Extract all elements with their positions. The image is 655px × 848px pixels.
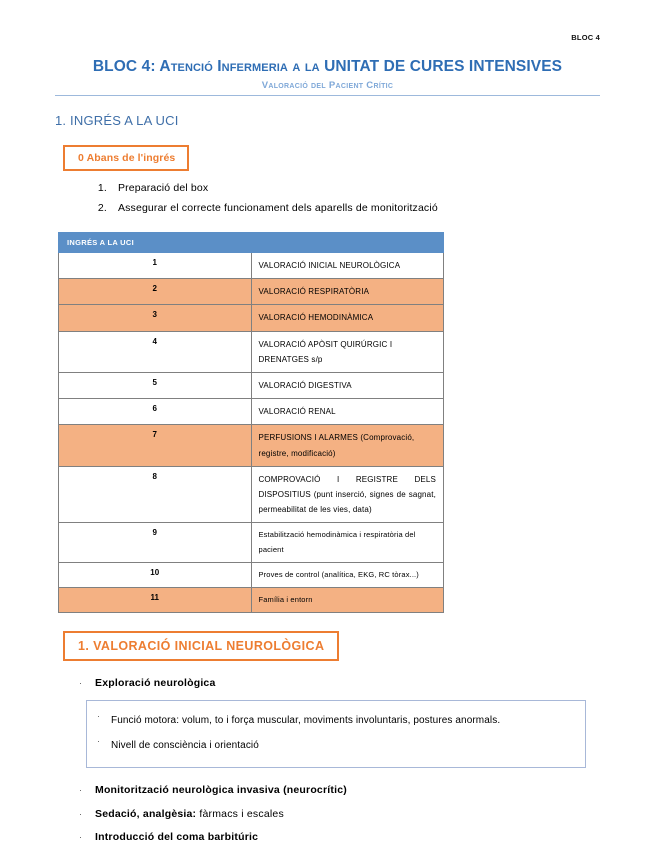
steps-list <box>55 183 600 214</box>
inner-detail-box <box>86 700 586 768</box>
running-head: BLOC 4 <box>571 33 600 42</box>
row-number: 9 <box>59 523 252 563</box>
bullet-monitoritzacio <box>55 784 600 796</box>
table-row <box>59 523 444 563</box>
row-text: VALORACIÓ RESPIRATÒRIA <box>251 279 444 305</box>
row-text: PERFUSIONS I ALARMES (Comprovació, registre, modificació) <box>251 425 444 466</box>
row-number: 5 <box>59 373 252 399</box>
row-text: VALORACIÓ HEMODINÀMICA <box>251 305 444 331</box>
table-row <box>59 425 444 466</box>
row-number: 11 <box>59 588 252 613</box>
bullet-dash-icon: · <box>79 808 82 819</box>
row-number: 3 <box>59 305 252 331</box>
list-item: 2. Assegurar el correcte funcionament dels aparells de monitorització <box>110 203 600 214</box>
table-row <box>59 562 444 587</box>
row-text: Estabilització hemodinàmica i respiratòria del pacient <box>251 523 444 563</box>
row-text: Família i entorn <box>251 588 444 613</box>
bullet-dash-icon: · <box>97 711 100 722</box>
row-number: 1 <box>59 253 252 279</box>
tail-bullet-list <box>55 784 600 842</box>
bullet-dash-icon: · <box>97 735 100 746</box>
bullet-bold-text: Introducció del coma barbitúric <box>95 830 259 843</box>
bullet-bold-text: Sedació, analgèsia: <box>95 807 197 820</box>
table-row <box>59 588 444 613</box>
table-row <box>59 279 444 305</box>
table-row <box>59 399 444 425</box>
table-header-cell: INGRÉS A LA UCI <box>59 233 444 253</box>
row-text: VALORACIÓ APÒSIT QUIRÚRGIC I DRENATGES s/p <box>251 331 444 372</box>
row-number: 10 <box>59 562 252 587</box>
row-number: 8 <box>59 466 252 523</box>
bullet-bold-text: Monitorització neurològica invasiva (neurocrític) <box>95 784 347 797</box>
bullet-coma-barbituric <box>55 831 600 843</box>
row-text: COMPROVACIÓ I REGISTRE DELS DISPOSITIUS (punt inserció, signes de sagnat, permeabilitat de les vies, data) <box>251 466 444 523</box>
bullet-label <box>95 784 347 796</box>
bullet-exploracio <box>55 677 600 689</box>
row-text: VALORACIÓ RENAL <box>251 399 444 425</box>
table-header-row <box>59 233 444 253</box>
table-row <box>59 466 444 523</box>
document-subtitle: Valoració del Pacient Crític <box>261 80 394 92</box>
row-text: VALORACIÓ DIGESTIVA <box>251 373 444 399</box>
table-row <box>59 253 444 279</box>
header-divider <box>55 95 600 96</box>
title-block <box>55 58 600 91</box>
bullet-normal-text: fàrmacs i escales <box>196 807 284 820</box>
ingres-table <box>58 232 444 613</box>
section-heading-ingres: 1. INGRÉS A LA UCI <box>55 113 179 129</box>
row-text: VALORACIÓ INICIAL NEUROLÒGICA <box>251 253 444 279</box>
bullet-label <box>95 808 284 820</box>
row-number: 7 <box>59 425 252 466</box>
callout-valoracio-neurologica: 1. VALORACIÓ INICIAL NEUROLÒGICA <box>63 631 339 661</box>
row-text: Proves de control (analítica, EKG, RC tòrax...) <box>251 562 444 587</box>
bullet-label <box>95 831 258 843</box>
list-item-text: Nivell de consciència i orientació <box>111 739 259 751</box>
bullet-label: Exploració neurològica <box>95 677 216 690</box>
row-number: 6 <box>59 399 252 425</box>
table-row <box>59 331 444 372</box>
row-number: 2 <box>59 279 252 305</box>
list-item-text: Funció motora: volum, to i força muscular, moviments involuntaris, postures anormals. <box>111 715 501 727</box>
bullet-dash-icon: · <box>79 678 82 689</box>
row-number: 4 <box>59 331 252 372</box>
table-row <box>59 373 444 399</box>
list-item: 1. Preparació del box <box>110 183 600 194</box>
list-item <box>97 736 571 756</box>
list-item <box>97 711 571 731</box>
document-title: BLOC 4: Atenció Infermeria a la UNITAT DE CURES INTENSIVES <box>92 58 563 75</box>
bullet-dash-icon: · <box>79 785 82 796</box>
table-row <box>59 305 444 331</box>
bullet-dash-icon: · <box>79 831 82 842</box>
bullet-sedacio <box>55 808 600 820</box>
callout-abans-ingres: 0 Abans de l'ingrés <box>63 145 189 171</box>
